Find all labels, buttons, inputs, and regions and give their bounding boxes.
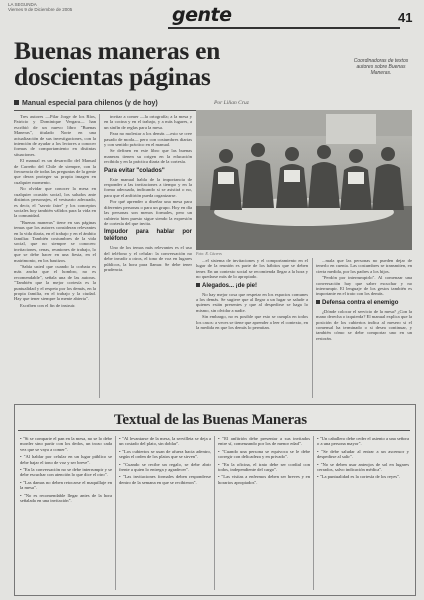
kicker-text: Manual especial para chilenos (y de hoy) [22,100,158,107]
quote: • "Las visitas a enfermos deben ser breves y en horarios apropiados". [218,474,310,485]
section-name: gente [172,4,232,26]
paragraph: Uno de los temas más relevantes es el uso del teléfono y el celular: la conversación no debe invadir a otros, el tono de voz en lugares públicos, la hora para llamar. Se debe tener prudencia. [104,245,192,272]
quote: • "Se debe saludar al entrar a un ascensor y despedirse al salir". [317,449,409,460]
page-number: 41 [398,10,413,25]
subhead-text: Defensa contra el enemigo [322,299,399,306]
square-bullet-icon [316,300,320,304]
article-photo [196,110,412,250]
article-column-4 [316,258,412,398]
quote: • "Las invitaciones formales deben responderse dentro de la semana en que se recibieron". [119,474,211,485]
byline: Por Lilian Cruz [214,100,249,106]
paragraph: "Perdón por interrumpirlo". Al comenzar una conversación hay que saber escuchar y no interrumpir. El lenguaje de los gestos también es importante en el trato con los demás. [316,275,412,297]
article-column-2 [104,114,192,398]
quotes-column-4 [317,436,409,590]
quote: • "Al levantarse de la mesa, la servilleta se deja a un costado del plato, sin doblar". [119,436,211,447]
quote: • "No es recomendable llegar antes de la hora señalada en una invitación". [20,493,112,504]
article-column-3 [196,258,308,398]
masthead-name: LA SEGUNDA [8,2,37,7]
quote: • "El anfitrión debe presentar a sus invitados entre sí, comenzando por los de menor edad". [218,436,310,447]
paragraph: Se definen en este libro que las buenas maneras tienen su origen en la educación recibida y en la práctica diaria de la cortesía. [104,148,192,165]
photo-caption: Coordinadoras de textos autores sobre Buenas Maneras. [353,58,409,76]
quote: • "Al hablar por celular en un lugar público se debe bajar el tono de voz y ser breve". [20,454,112,465]
paragraph: ...mala que las personas no pueden dejar de tenerlo en cuenta. Las costumbres se transmiten, en cierta medida, por los padres a los hijos. [316,258,412,274]
column-divider [312,258,313,398]
paragraph: No olvidar que conocer la mesa en cualquier ocasión social, los saludos ante distintos personajes, el vestuario adecuado, es decir, el "savoir faire" y los conceptos sociales hoy también válidos para la vida en la comunidad. [14,186,96,219]
quote: • "La puntualidad es la cortesía de los reyes". [317,474,409,479]
photo-credit: Foto: R. Cáceres [196,252,222,256]
quotes-column-1 [20,436,112,590]
subhead [196,283,308,290]
subhead-text: Alegados... ¡de pie! [202,282,258,289]
quotes-box-title: Textual de las Buenas Maneras [114,412,307,428]
paragraph: Este manual habla de la importancia de responder a las invitaciones a tiempo y en la forma adecuada, indicando si se asistirá o no, para que el anfitrión pueda organizarse. [104,176,192,198]
quotes-column-3 [218,436,310,590]
quote: • "Cuando se recibe un regalo, se debe abrir frente a quien lo entrega y agradecer". [119,462,211,473]
quote: • "Los cubiertos se usan de afuera hacia adentro, según el orden de los platos que se sirven". [119,449,211,460]
paragraph: Para no molestar a los demás —esto se cree pasado de moda— pero con costumbres diarias y con sentido práctico en el manual. [104,131,192,148]
column-divider [115,436,116,590]
quote: • "Un caballero debe ceder el asiento a una señora o a una persona mayor". [317,436,409,447]
quote: • "En la oficina, el trato debe ser cordial con todos, independiente del cargo". [218,462,310,473]
column-divider [99,114,100,398]
quotes-box-rule [18,430,410,431]
paragraph: El manual es un desarrollo del Manual de Carreño del Chile de siempre, con la frecuencia de todas las preguntas de la gente que desea proteger su propia imagen en cualquier momento. [14,158,96,185]
masthead-date: Viernes 9 de Diciembre de 2005 [8,7,73,12]
subhead [104,168,192,175]
subhead [316,300,412,307]
column-divider [313,436,314,590]
photo-illustration [196,110,412,250]
kicker [14,100,158,107]
square-bullet-icon [14,100,19,105]
quotes-column-2 [119,436,211,590]
subhead-text: Impudor para hablar por teléfono [104,229,192,243]
quote: • "En la conversación no se debe interrumpir y se debe escuchar con atención lo que dice el otro". [20,467,112,478]
column-divider [214,436,215,590]
paragraph: "Sabía usted que cuando la corbata es más ancha que el hombro, no es recomendable", señala una de las autoras. "También que la mejor cortesía es la puntualidad y el respeto por los demás, en la propia familia, en el trabajo y la ciudad. Hay que tener siempre la mente abierta". [14,263,96,302]
quote: • "Si se comparte el pan en la mesa, no se lo debe morder sino partir con los dedos, un trozo cada vez que se vaya a comer". [20,436,112,452]
paragraph: ...el sistema de invitaciones y el comportamiento en el lugar de la reunión es parte de los hábitos que se deben tener. En un contexto social se recomienda llegar a la hora y no quedarse más de lo apropiado. [196,258,308,280]
square-bullet-icon [196,283,200,287]
masthead [8,2,72,12]
paragraph: invitar a comer —la ortografía; a la mesa y en la cocina y en el trabajo, y a más lugares, a un sinfín de reglas para la mesa. [104,114,192,130]
quote: • "Cuando una persona se equivoca se le debe corregir con delicadeza y en privado". [218,449,310,460]
quote: • "Las damas no deben retocarse el maquillaje en la mesa". [20,480,112,491]
quote: • "No se deben usar anteojos de sol en lugares cerrados, salvo indicación médica". [317,462,409,473]
paragraph: Tres autores —Pilar Jorge de los Ríos, Patricio y Dominique Vergara— han escribió de un nuevo libro "Buenas Maneras", titulado Norte en una actualización de sus investigaciones, con la intención de ayudar a los lectores a conocer formas de comportamiento en distintas situaciones. [14,114,96,157]
article-column-1 [14,114,96,398]
paragraph: "Buenas maneras" tiene en sus páginas temas que los autores consideran relevantes en la vida diaria, en el trabajo y en el ámbito familiar. También costumbres de la vida social, que no siempre se conocen: invitaciones, cenas, reuniones de trabajo, lo que se debe hacer en una fiesta, en el matrimonio, en los bautizos. [14,219,96,263]
subhead [104,229,192,243]
paragraph: ¿Dónde colocar el servicio de la mesa? ¿Con la mano derecha o izquierda? El manual explica que la posición de los cubiertos indica al mesero si el comensal ha terminado o si desea continuar, y también cómo se debe comportar uno en un restorán. [316,308,412,341]
section-rule [168,27,400,29]
paragraph: No hay mejor cosa que respetar en los espacios comunes a los demás. Se sugiere que al llegar a un lugar se salude a quienes están presentes y que al despedirse se haga lo mismo, sin olvidar a nadie. [196,291,308,313]
paragraph: Sin embargo, no es posible que esto se cumpla en todos los casos: a veces se tiene que aprender a leer el contexto, en la medida en que los demás lo permitan. [196,314,308,331]
subhead-text: Para evitar "colados" [104,167,165,174]
paragraph: Por qué aprender a diseñar una mesa para diferentes personas o para un grupo. Hoy en día las personas son menos formales, pero un cubierto bien puesto sigue siendo la expresión de cortesía del que invita. [104,199,192,226]
headline: Buenas maneras en doscientas páginas [14,36,220,91]
paragraph: Escriben con el fin de instruir. [20,302,76,308]
